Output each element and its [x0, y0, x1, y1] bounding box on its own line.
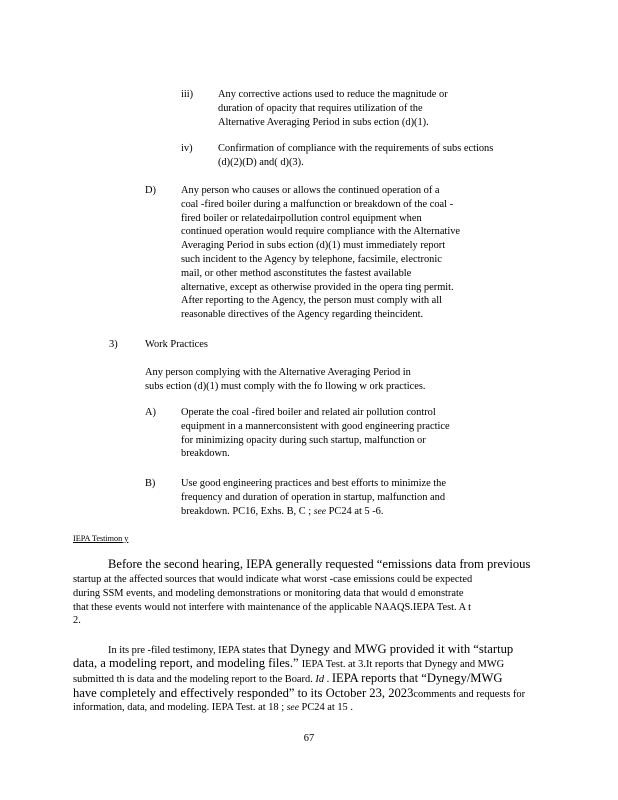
text-run: IEPA Test. at 3.It reports that Dynegy and MWG [301, 659, 505, 670]
item-marker-B: B) [145, 478, 156, 489]
heading-text: IEPA Testimon [73, 534, 123, 543]
text-line: reasonable directives of the Agency regarding theincident. [181, 309, 424, 321]
text-line: equipment in a mannerconsistent with good engineering practice [181, 420, 450, 432]
text-line: such incident to the Agency by telephone, facsimile, electronic [181, 253, 442, 265]
text-line: alternative, except as otherwise provided in the opera ting permit. [181, 281, 454, 293]
text-line: subs ection (d)(1) must comply with the fo llowing w ork practices. [145, 380, 426, 392]
text-line [73, 672, 525, 687]
section-title-work-practices: Work Practices [145, 339, 208, 350]
citation-signal: Id [315, 673, 325, 685]
text-run: information, data, and modeling. IEPA Test. at 18 ; [73, 702, 287, 714]
text-line: Any person who causes or allows the continued operation of a [181, 185, 440, 196]
text-line: After reporting to the Agency, the person must comply with all [181, 295, 443, 307]
text-line: coal -fired boiler during a malfunction or breakdown of the coal - [181, 198, 454, 210]
text-line: breakdown. [181, 448, 230, 460]
heading-text-tail: y [122, 534, 129, 543]
text-run: that Dynegy and MWG provided it with “startup [267, 642, 514, 656]
text-run: In its pre -filed testimony, IEPA states [108, 645, 268, 656]
item-iii-text [218, 88, 448, 129]
text-run: have completely and effectively responded” to its October 23, 2023 [73, 685, 414, 700]
text-run: comments and requests for [413, 688, 526, 700]
text-line [73, 701, 525, 715]
text-run: PC24 at 5 -6. [326, 505, 384, 517]
item-marker-3: 3) [109, 339, 118, 350]
text-line: Any corrective actions used to reduce the magnitude or [218, 89, 448, 100]
text-run: . [324, 673, 332, 685]
text-line [73, 687, 525, 702]
text-line: fired boiler or relatedairpollution control equipment when [181, 212, 422, 224]
text-line: Any person complying with the Alternative Averaging Period in [145, 367, 411, 378]
text-line: (d)(2)(D) and( d)(3). [218, 156, 304, 168]
text-run: submitted th is data and the modeling report to the Board. [73, 673, 316, 685]
text-line: continued operation would require compliance with the Alternative [181, 226, 461, 238]
item-D-text [181, 184, 460, 322]
citation-signal: see [286, 702, 299, 714]
item-marker-A: A) [145, 407, 156, 418]
text-line: Confirmation of compliance with the requirements of subs ections [218, 143, 494, 154]
item-marker-iii: iii) [181, 89, 194, 100]
text-line: during SSM events, and modeling demonstrations or monitoring data that would d emonstrate [73, 587, 464, 599]
item-iv-text [218, 142, 493, 170]
text-line: mail, or other method asconstitutes the fastest available [181, 267, 412, 279]
paragraph-1-first-line [108, 558, 530, 572]
text-line: frequency and duration of operation in startup, malfunction and [181, 491, 446, 503]
citation-signal: see [313, 505, 327, 517]
text-run: PC24 at 15 . [298, 702, 353, 714]
text-line [181, 505, 446, 519]
text-line: duration of opacity that requires utilization of the [218, 102, 423, 114]
text-run: IEPA reports that “Dynegy/MWG [331, 670, 503, 685]
text-line: that these events would not interfere with maintenance of the applicable NAAQS.IEPA Test. A t [73, 601, 472, 613]
text-line: Operate the coal -fired boiler and related air pollution control [181, 407, 436, 418]
text-run: breakdown. PC16, Exhs. B, C ; [181, 505, 314, 517]
item-B-text [181, 477, 446, 518]
paragraph-1-body [73, 573, 472, 628]
section-heading [73, 534, 128, 544]
paragraph-2-body [73, 657, 525, 715]
text-line: 2. [73, 615, 81, 627]
text-line: Before the second hearing, IEPA generally requested “emissions data from previous [108, 557, 531, 571]
text-run: data, a modeling report, and modeling files.” [73, 656, 302, 670]
item-3-text [145, 366, 426, 394]
text-line: Alternative Averaging Period in subs ection (d)(1). [218, 116, 429, 128]
text-line: Averaging Period in subs ection (d)(1) must immediately report [181, 240, 446, 252]
item-A-text [181, 406, 450, 461]
text-line: startup at the affected sources that would indicate what worst -case emissions could be expected [73, 574, 473, 585]
item-marker-iv: iv) [181, 143, 193, 154]
text-line: for minimizing opacity during such startup, malfunction or [181, 434, 426, 446]
text-line: Use good engineering practices and best efforts to minimize the [181, 478, 446, 489]
page-number: 67 [303, 733, 315, 744]
item-marker-D: D) [145, 185, 156, 196]
text-line [73, 657, 525, 672]
